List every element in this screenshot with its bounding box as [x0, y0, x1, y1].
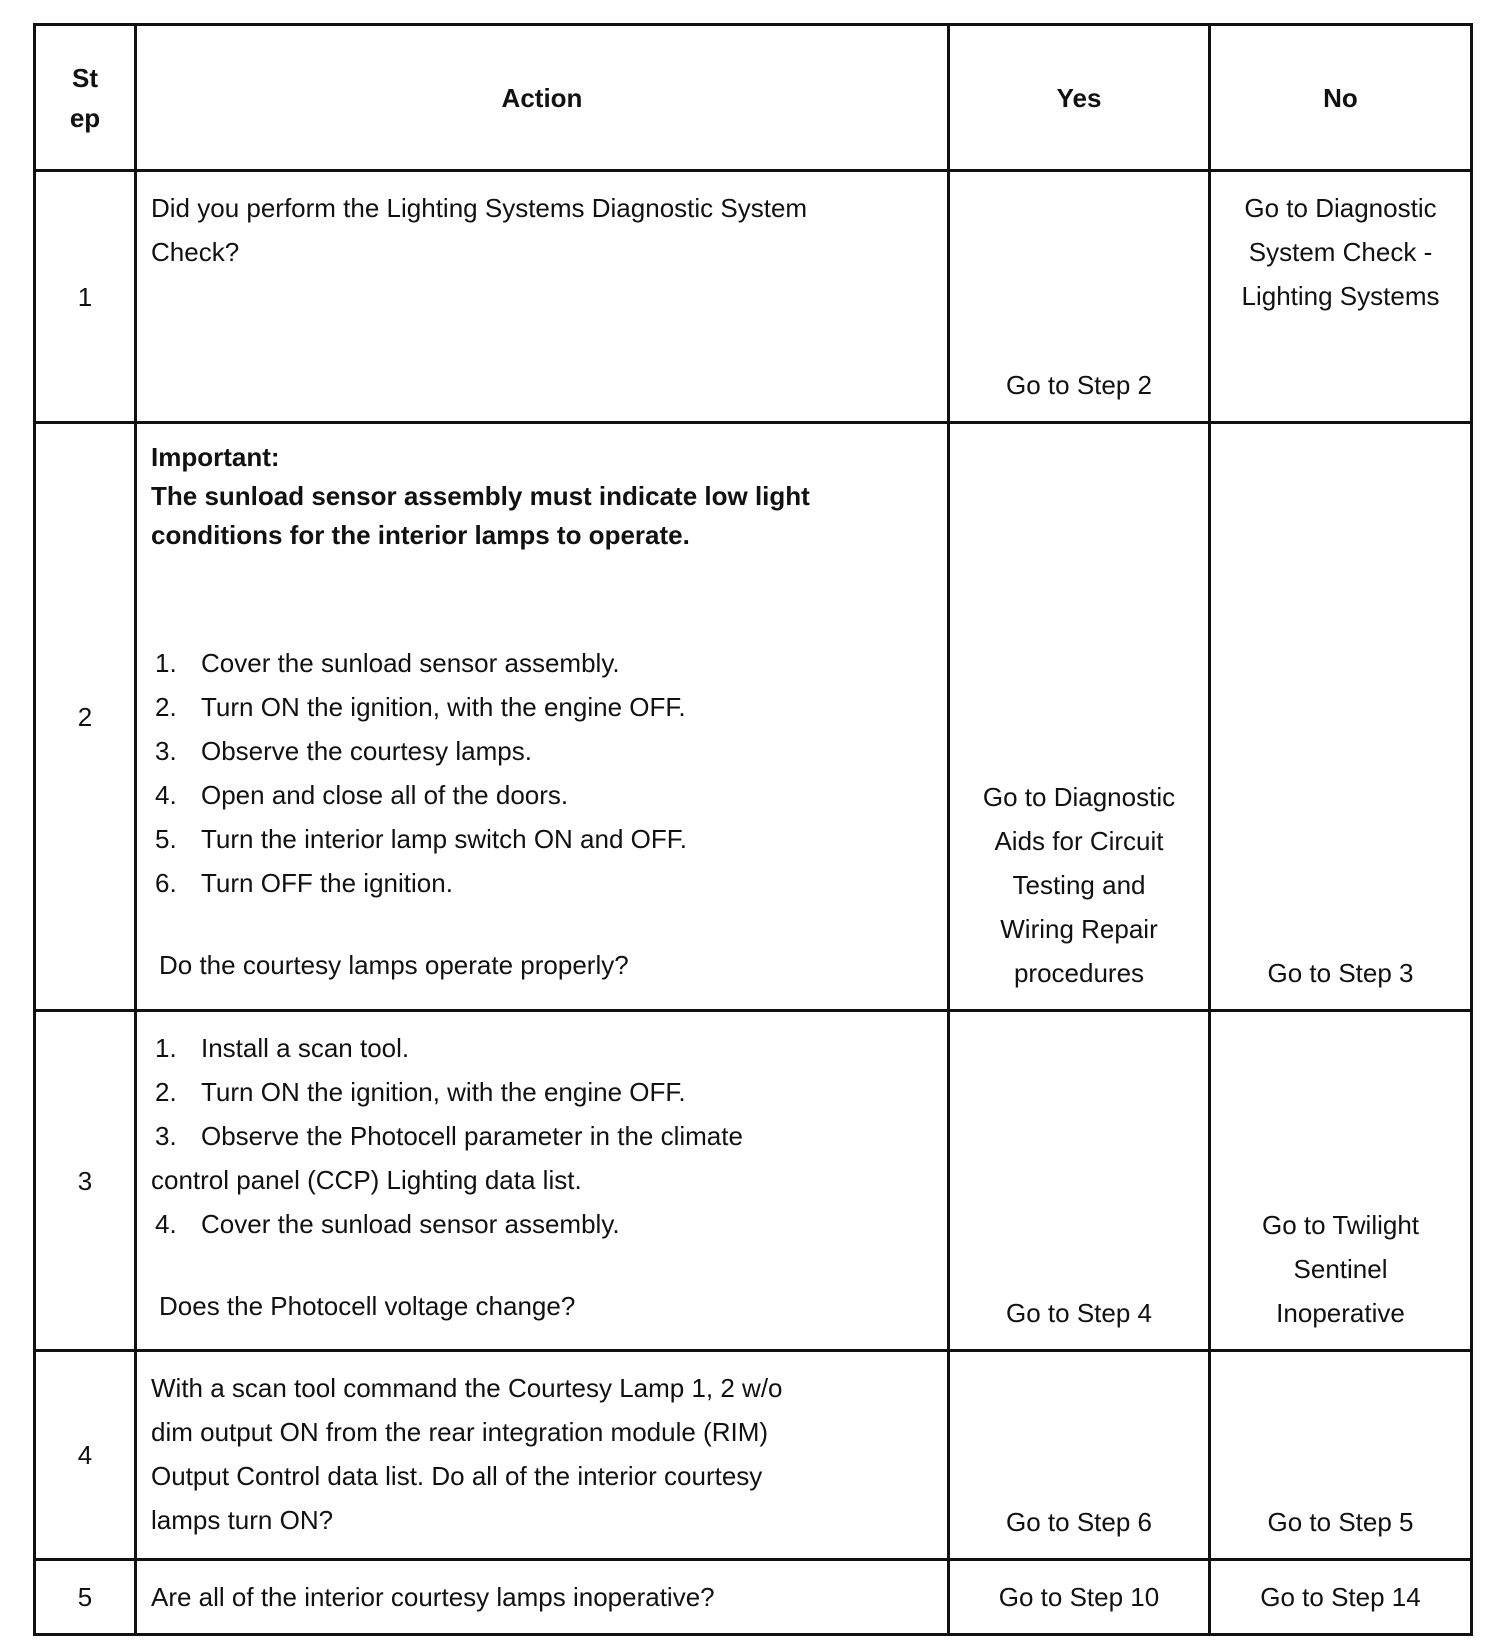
yes-cell: Go to Step 4	[949, 1011, 1210, 1351]
table-row	[35, 1560, 1472, 1635]
no-cell	[1210, 1011, 1472, 1351]
list-item-text: Install a scan tool.	[201, 1033, 410, 1063]
list-item-text: Open and close all of the doors.	[201, 780, 569, 810]
list-item-number: 2.	[155, 692, 177, 722]
yes-cell	[949, 423, 1210, 1011]
list-item	[151, 817, 933, 861]
step-number: 5	[35, 1560, 136, 1635]
list-item	[151, 773, 933, 817]
table-row	[35, 1351, 1472, 1560]
list-item-number: 2.	[155, 1077, 177, 1107]
list-item	[151, 641, 933, 685]
list-item	[151, 861, 933, 905]
list-item-text: Turn ON the ignition, with the engine OFF.	[201, 1077, 686, 1107]
no-text: Go to Diagnostic System Check - Lighting Systems	[1241, 193, 1440, 311]
list-item	[151, 1114, 933, 1158]
step-number: 1	[35, 171, 136, 423]
action-text: With a scan tool command the Courtesy Lamp 1, 2 w/o dim output ON from the rear integration module (RIM) Output Control data list. Do all of the interior courtesy lamps turn ON?	[151, 1373, 783, 1535]
list-item	[151, 729, 933, 773]
table-row	[35, 1011, 1472, 1351]
list-item	[151, 1202, 933, 1246]
table-row	[35, 171, 1472, 423]
no-cell: Go to Step 14	[1210, 1560, 1472, 1635]
table-row	[35, 423, 1472, 1011]
list-item-text: Observe the Photocell parameter in the climate	[201, 1121, 743, 1151]
header-yes: Yes	[949, 25, 1210, 171]
no-cell: Go to Step 3	[1210, 423, 1472, 1011]
important-label: Important:	[151, 442, 280, 472]
no-cell	[1210, 171, 1472, 423]
header-step-label: St ep	[69, 62, 101, 133]
action-text: Are all of the interior courtesy lamps inoperative?	[151, 1582, 715, 1612]
header-row	[35, 25, 1472, 171]
action-cell	[136, 1011, 949, 1351]
list-item-text: Turn OFF the ignition.	[201, 868, 453, 898]
no-cell: Go to Step 5	[1210, 1351, 1472, 1560]
yes-text: Go to Diagnostic Aids for Circuit Testing and Wiring Repair procedures	[982, 782, 1176, 988]
question-text: Do the courtesy lamps operate properly?	[159, 950, 629, 980]
yes-cell: Go to Step 10	[949, 1560, 1210, 1635]
no-text: Go to Twilight Sentinel Inoperative	[1261, 1210, 1420, 1328]
list-item-text: Observe the courtesy lamps.	[201, 736, 532, 766]
header-no: No	[1210, 25, 1472, 171]
list-item-number: 3.	[155, 736, 177, 766]
step-list	[151, 1026, 933, 1246]
list-item-number: 5.	[155, 824, 177, 854]
step-list	[151, 641, 933, 905]
step-number: 4	[35, 1351, 136, 1560]
list-item	[151, 1158, 933, 1202]
action-cell	[136, 1351, 949, 1560]
list-item	[151, 1070, 933, 1114]
list-item-text: Turn ON the ignition, with the engine OFF.	[201, 692, 686, 722]
list-item-number: 4.	[155, 780, 177, 810]
header-action: Action	[136, 25, 949, 171]
list-item-number: 1.	[155, 1033, 177, 1063]
action-cell	[136, 423, 949, 1011]
list-item	[151, 685, 933, 729]
important-text: The sunload sensor assembly must indicate low light conditions for the interior lamps to operate.	[151, 481, 810, 550]
action-text: Did you perform the Lighting Systems Diagnostic System Check?	[151, 193, 808, 267]
header-step	[35, 25, 136, 171]
action-cell	[136, 171, 949, 423]
step-number: 2	[35, 423, 136, 1011]
list-item-number: 4.	[155, 1209, 177, 1239]
yes-cell: Go to Step 2	[949, 171, 1210, 423]
action-cell	[136, 1560, 949, 1635]
list-item-number: 3.	[155, 1121, 177, 1151]
list-item-text: Cover the sunload sensor assembly.	[201, 1209, 620, 1239]
step-number: 3	[35, 1011, 136, 1351]
list-item-text: control panel (CCP) Lighting data list.	[151, 1165, 582, 1195]
list-item-text: Cover the sunload sensor assembly.	[201, 648, 620, 678]
list-item	[151, 1026, 933, 1070]
list-item-number: 6.	[155, 868, 177, 898]
list-item-text: Turn the interior lamp switch ON and OFF.	[201, 824, 687, 854]
list-item-number: 1.	[155, 648, 177, 678]
yes-cell: Go to Step 6	[949, 1351, 1210, 1560]
diagnostic-table	[33, 23, 1473, 1636]
question-text: Does the Photocell voltage change?	[159, 1291, 576, 1321]
